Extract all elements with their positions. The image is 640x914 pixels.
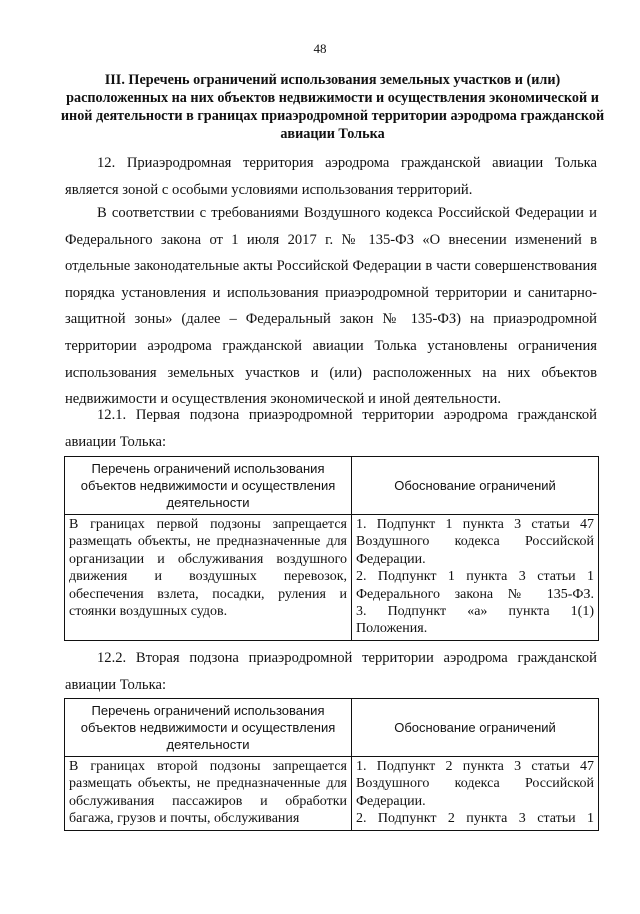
table-header-row — [65, 699, 599, 757]
header-restrictions: Перечень ограничений использования объектов недвижимости и осуществления деятельности — [65, 457, 352, 515]
basis-item: 3. Подпункт «а» пункта 1(1) Положения. — [356, 604, 594, 637]
section-title: III. Перечень ограничений использования земельных участков и (или) расположенных на них объектов недвижимости и осуществления экономической и иной деятельности в границах приаэродромной территории аэродрома гражданской авиации Толька — [60, 72, 605, 142]
basis-item: 1. Подпункт 1 пункта 3 статьи 47 Воздушного кодекса Российской Федерации. — [356, 517, 594, 567]
first-subzone-table — [64, 456, 599, 641]
basis-item: 2. Подпункт 2 пункта 3 статьи 1 — [356, 811, 594, 827]
basis-item: 1. Подпункт 2 пункта 3 статьи 47 Воздушного кодекса Российской Федерации. — [356, 759, 594, 809]
restriction-cell: В границах первой подзоны запрещается размещать объекты, не предназначенные для организации и обслуживания воздушного движения и воздушных перевозок, обеспечения взлета, посадки, руления и стоянки воздушных судов. — [65, 515, 352, 641]
basis-cell — [352, 757, 599, 831]
header-basis: Обоснование ограничений — [352, 457, 599, 515]
second-subzone-table — [64, 698, 599, 831]
paragraph-12-1: 12.1. Первая подзона приаэродромной территории аэродрома гражданской авиации Толька: — [65, 407, 597, 450]
table-header-row — [65, 457, 599, 515]
paragraph-legal-basis: В соответствии с требованиями Воздушного кодекса Российской Федерации и Федерального закона от 1 июля 2017 г. № 135-ФЗ «О внесении изменений в отдельные законодательные акты Российской Федерации в части совершенствования порядка установления и использования приаэродромной территории и санитарно-защитной зоны» (далее – Федеральный закон № 135-ФЗ) на приаэродромной территории аэродрома гражданской авиации Толька установлены ограничения использования земельных участков и (или) расположенных на них объектов недвижимости и осуществления экономической и иной деятельности. — [65, 205, 597, 408]
header-basis: Обоснование ограничений — [352, 699, 599, 757]
header-restrictions: Перечень ограничений использования объектов недвижимости и осуществления деятельности — [65, 699, 352, 757]
table-row — [65, 515, 599, 641]
restriction-cell: В границах второй подзоны запрещается размещать объекты, не предназначенные для обслуживания пассажиров и обработки багажа, грузов и почты, обслуживания — [65, 757, 352, 831]
basis-item: 2. Подпункт 1 пункта 3 статьи 1 Федерального закона № 135-ФЗ. — [356, 569, 594, 602]
basis-cell — [352, 515, 599, 641]
paragraph-12: 12. Приаэродромная территория аэродрома гражданской авиации Толька является зоной с особыми условиями использования территорий. — [65, 155, 597, 198]
table-row — [65, 757, 599, 831]
page-number: 48 — [313, 41, 327, 56]
paragraph-12-2: 12.2. Вторая подзона приаэродромной территории аэродрома гражданской авиации Толька: — [65, 650, 597, 693]
